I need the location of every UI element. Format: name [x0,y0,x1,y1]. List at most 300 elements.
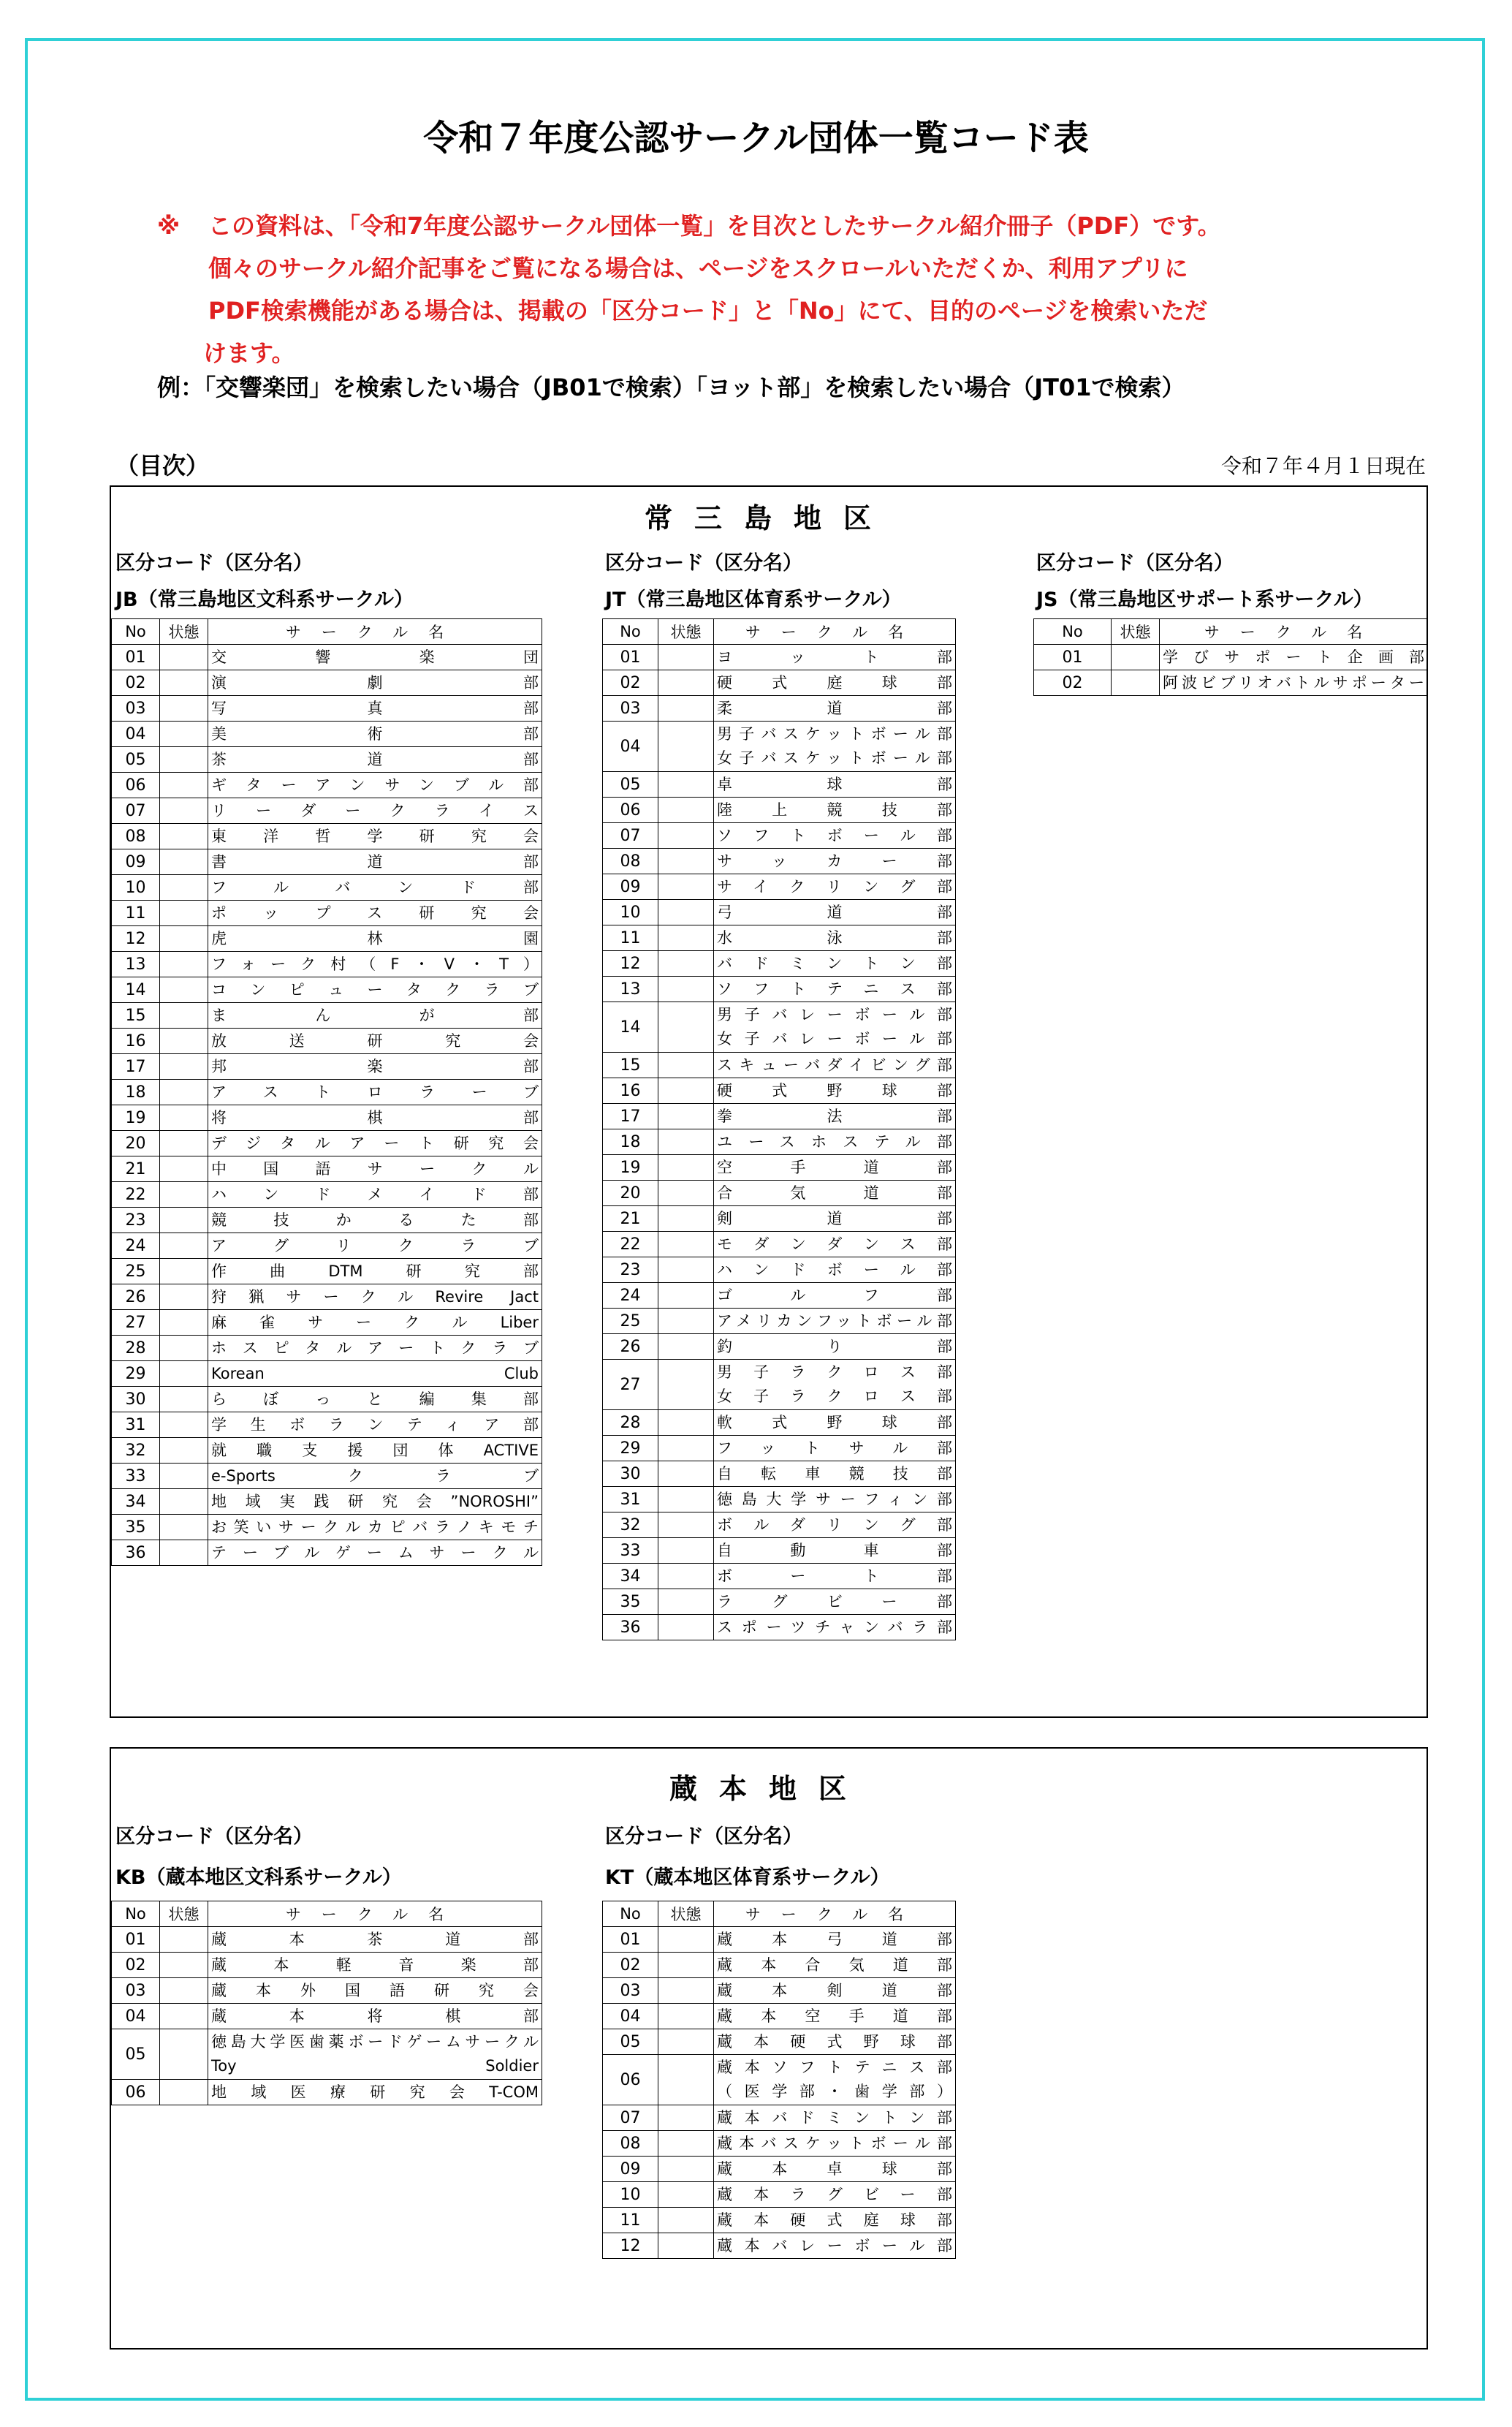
circle-name-line: お笑いサークルカピバラノキモチ [211,1518,539,1536]
row-status [658,874,714,900]
notice-line: PDF検索機能がある場合は、掲載の「区分コード」と「No」にて、目的のページを検索いただ [208,297,1208,325]
row-no: 14 [603,1002,658,1053]
table-row [603,1104,956,1129]
circle-name-line: 蔵本茶道部 [211,1930,539,1948]
row-no: 11 [112,901,160,926]
row-circle-name [714,1953,956,1978]
row-no: 06 [603,2055,658,2105]
row-circle-name [208,901,542,926]
circle-name-line: モダンダンス部 [717,1235,952,1253]
row-circle-name [714,2131,956,2157]
row-status [160,1259,208,1284]
row-status [160,1054,208,1080]
row-no: 03 [603,696,658,722]
table-row [603,2157,956,2182]
row-status [658,1232,714,1257]
row-status [658,1181,714,1206]
circle-name-line: 麻雀サークルLiber [211,1313,539,1331]
row-status [658,1334,714,1360]
circle-name-line: 競技かるた部 [211,1211,539,1229]
row-circle-name [208,1540,542,1566]
row-circle-name [714,1155,956,1181]
table-row [112,645,542,670]
row-status [160,1029,208,1054]
row-status [160,1540,208,1566]
table-row [112,1310,542,1336]
circle-name-line: 自動車部 [717,1541,952,1559]
row-status [658,1257,714,1283]
row-no: 27 [112,1310,160,1336]
row-status [160,1361,208,1387]
table-row [603,2055,956,2105]
circle-name-line: 地域医療研究会T-COM [211,2083,539,2101]
row-no: 04 [603,722,658,772]
circle-name-line: 蔵本将棋部 [211,2007,539,2025]
row-status [1112,645,1160,670]
table-row [603,951,956,977]
row-status [658,1410,714,1436]
no-header: No [112,1901,160,1927]
table-row [603,1589,956,1615]
table-row [112,1208,542,1233]
row-no: 29 [603,1436,658,1461]
table-row [603,1512,956,1538]
circle-name-line: スキューバダイビング部 [717,1056,952,1074]
row-no: 05 [603,772,658,798]
row-status [160,926,208,952]
row-status [658,1487,714,1512]
row-circle-name [714,722,956,772]
circle-name-line: ソフトボール部 [717,826,952,844]
circle-name-line: ゴルフ部 [717,1286,952,1304]
notice-mark: ※ [157,212,181,240]
circle-name-line: 拳法部 [717,1107,952,1125]
row-circle-name [208,1029,542,1054]
circle-name-line: 蔵本空手道部 [717,2007,952,2025]
row-no: 25 [603,1309,658,1334]
row-circle-name [208,1208,542,1233]
row-circle-name [714,1257,956,1283]
code-label: 区分コード（区分名） [605,1825,802,1848]
circle-name-line: ハンドボール部 [717,1260,952,1279]
row-status [160,2029,208,2080]
row-status [658,1615,714,1640]
circle-name-line: テーブルゲームサークル [211,1543,539,1561]
circle-name-line: ポップス研究会 [211,904,539,922]
row-circle-name [714,1927,956,1953]
row-no: 07 [603,2105,658,2131]
row-circle-name [208,722,542,747]
table-row [603,1615,956,1640]
circle-name-line: 合気道部 [717,1184,952,1202]
row-status [658,2131,714,2157]
row-no: 01 [1034,645,1112,670]
table-row [603,1953,956,1978]
status-header: 状態 [160,619,208,645]
row-no: 36 [603,1615,658,1640]
table-row [112,1080,542,1105]
table-row [1034,645,1428,670]
circle-name-line: 演劇部 [211,673,539,692]
row-no: 34 [603,1564,658,1589]
circle-name-line: 徳島大学サーフィン部 [717,1490,952,1508]
table-row [603,1232,956,1257]
table-row [112,1540,542,1566]
row-circle-name [208,1054,542,1080]
row-no: 10 [603,2182,658,2208]
row-no: 31 [603,1487,658,1512]
row-circle-name [208,1412,542,1438]
row-no: 07 [112,798,160,824]
table-header-row [603,619,956,645]
row-circle-name [714,2105,956,2131]
circle-name-line: 徳島大学医歯薬ボードゲームサークル [211,2033,539,2051]
row-circle-name [208,1978,542,2004]
circle-name-line: スポーツチャンバラ部 [717,1618,952,1636]
row-status [658,1538,714,1564]
circle-name-line: 女子バレーボール部 [717,1030,952,1048]
circle-table-kt [602,1901,956,2259]
row-status [160,1208,208,1233]
circle-name-line: 学びサポート企画部 [1163,648,1424,666]
row-circle-name [208,824,542,849]
table-row [603,1410,956,1436]
row-circle-name [714,2029,956,2055]
row-status [658,722,714,772]
row-circle-name [208,696,542,722]
row-status [658,1053,714,1078]
table-row [112,1438,542,1464]
row-circle-name [1160,645,1428,670]
table-row [603,1002,956,1053]
row-no: 10 [112,875,160,901]
circle-name-line: 水泳部 [717,928,952,947]
table-row [603,1309,956,1334]
row-circle-name [208,1105,542,1131]
row-status [160,773,208,798]
row-no: 09 [603,874,658,900]
row-circle-name [208,1131,542,1156]
row-circle-name [208,1233,542,1259]
row-status [658,1129,714,1155]
as-of-date: 令和７年４月１日現在 [1220,454,1426,478]
table-row [603,1978,956,2004]
row-no: 15 [112,1003,160,1029]
table-row [603,722,956,772]
row-no: 15 [603,1053,658,1078]
row-no: 04 [112,2004,160,2029]
row-no: 13 [603,977,658,1002]
row-no: 25 [112,1259,160,1284]
row-circle-name [714,925,956,951]
row-circle-name [714,1283,956,1309]
row-circle-name [714,1436,956,1461]
circle-name-line: 弓道部 [717,903,952,921]
circle-name-line: コンピュータクラブ [211,980,539,999]
row-no: 06 [112,2080,160,2105]
row-no: 18 [603,1129,658,1155]
row-no: 11 [603,925,658,951]
row-no: 18 [112,1080,160,1105]
circle-name-line: アグリクラブ [211,1236,539,1254]
table-row [112,696,542,722]
row-status [658,2157,714,2182]
circle-name-line: ヨット部 [717,648,952,666]
circle-name-line: リーダークライス [211,801,539,819]
table-row [112,1953,542,1978]
circle-name-line: ボルダリング部 [717,1515,952,1534]
circle-name-line: ギターアンサンブル部 [211,776,539,794]
row-circle-name [714,1053,956,1078]
row-status [658,1927,714,1953]
circle-name-line: 阿波ビブリオバトルサポーター [1163,673,1424,692]
row-no: 12 [112,926,160,952]
row-status [658,1104,714,1129]
circle-name-line: 自転車競技部 [717,1464,952,1483]
table-row [112,875,542,901]
row-circle-name [714,1512,956,1538]
row-status [160,1284,208,1310]
circle-name-line: 蔵本剣道部 [717,1981,952,1999]
row-circle-name [208,1953,542,1978]
circle-name-line: 学生ボランティア部 [211,1415,539,1434]
table-row [603,670,956,696]
row-no: 10 [603,900,658,925]
row-circle-name [714,696,956,722]
row-circle-name [208,1156,542,1182]
circle-name-line: 虎林園 [211,929,539,947]
circle-name-line: Korean Club [211,1364,539,1382]
table-row [603,1053,956,1078]
category-code: JB（常三島地区文科系サークル） [115,588,414,611]
table-header-row [603,1901,956,1927]
page-title: 令和７年度公認サークル団体一覧コード表 [423,118,1089,159]
row-circle-name [208,875,542,901]
circle-name-line: 写真部 [211,699,539,717]
row-no: 05 [112,2029,160,2080]
row-circle-name [714,2208,956,2233]
circle-name-line: ボート部 [717,1567,952,1585]
table-row [112,977,542,1003]
table-row [112,747,542,773]
no-header: No [603,619,658,645]
table-row [112,824,542,849]
status-header: 状態 [658,1901,714,1927]
row-circle-name [208,977,542,1003]
row-status [160,1412,208,1438]
row-no: 01 [112,645,160,670]
row-circle-name [208,747,542,773]
row-circle-name [714,900,956,925]
row-no: 03 [112,696,160,722]
table-row [603,1334,956,1360]
row-status [658,772,714,798]
circle-name-line: 東洋哲学研究会 [211,827,539,845]
table-row [603,645,956,670]
circle-name-line: 邦楽部 [211,1057,539,1075]
row-status [1112,670,1160,696]
circle-name-line: 男子ラクロス部 [717,1363,952,1381]
row-circle-name [714,1487,956,1512]
row-status [160,2080,208,2105]
no-header: No [112,619,160,645]
table-row [603,2004,956,2029]
row-no: 17 [603,1104,658,1129]
notice-line: けます。 [203,339,295,367]
row-status [160,696,208,722]
circle-name-line: 蔵本合気道部 [717,1955,952,1974]
circle-name-line: 硬式野球部 [717,1081,952,1099]
row-no: 26 [112,1284,160,1310]
row-circle-name [714,1461,956,1487]
row-status [658,2233,714,2259]
circle-name-line: 蔵本ラグビー部 [717,2185,952,2203]
circle-name-line: （医学部・歯学部） [717,2083,952,2100]
row-circle-name [714,1360,956,1410]
table-row [112,1131,542,1156]
circle-name-line: ハンドメイド部 [211,1185,539,1203]
table-row [112,1361,542,1387]
circle-name-line: 蔵本外国語研究会 [211,1981,539,1999]
status-header: 状態 [1112,619,1160,645]
circle-name-line: 蔵本ソフトテニス部 [717,2059,952,2076]
name-header: サークル名 [208,1901,542,1927]
table-row [112,722,542,747]
circle-name-line: フォーク村（F・V・T） [211,955,539,973]
code-label: 区分コード（区分名） [115,1825,313,1848]
row-circle-name [714,1978,956,2004]
code-label: 区分コード（区分名） [1036,552,1234,575]
row-no: 36 [112,1540,160,1566]
row-status [658,645,714,670]
table-row [112,849,542,875]
circle-table-jb [111,618,542,1566]
row-circle-name [714,977,956,1002]
table-row [603,2182,956,2208]
row-status [160,747,208,773]
row-circle-name [714,1334,956,1360]
row-no: 23 [112,1208,160,1233]
row-no: 24 [112,1233,160,1259]
row-circle-name [208,798,542,824]
search-example: 例：「交響楽団」を検索したい場合（JB01で検索）「ヨット部」を検索したい場合（JT01で検索） [157,374,1185,401]
circle-name-line: 剣道部 [717,1209,952,1227]
row-status [160,1131,208,1156]
status-header: 状態 [658,619,714,645]
circle-name-line: e-Sportsクラブ [211,1466,539,1485]
row-circle-name [208,1387,542,1412]
row-status [160,1927,208,1953]
row-no: 28 [112,1336,160,1361]
row-no: 02 [112,1953,160,1978]
circle-name-line: 蔵本バレーボール部 [717,2236,952,2254]
circle-name-line: アストロラーブ [211,1083,539,1101]
circle-name-line: 男子バスケットボール部 [717,725,952,743]
toc-label: （目次） [115,452,210,480]
row-circle-name [208,1003,542,1029]
table-row [112,1182,542,1208]
row-no: 13 [112,952,160,977]
table-row [603,1360,956,1410]
row-circle-name [208,1310,542,1336]
row-status [160,1182,208,1208]
name-header: サークル名 [714,1901,956,1927]
circle-name-line: 陸上競技部 [717,800,952,819]
row-no: 11 [603,2208,658,2233]
table-row [112,1464,542,1489]
circle-name-line: 茶道部 [211,750,539,768]
table-row [112,670,542,696]
circle-name-line: 卓球部 [717,775,952,793]
row-circle-name [208,1489,542,1515]
row-status [160,722,208,747]
row-no: 28 [603,1410,658,1436]
table-row [112,2029,542,2080]
row-status [658,1589,714,1615]
row-no: 30 [603,1461,658,1487]
table-row [603,1538,956,1564]
category-code: KB（蔵本地区文科系サークル） [115,1866,402,1889]
row-circle-name [1160,670,1428,696]
row-status [160,1978,208,2004]
row-no: 20 [603,1181,658,1206]
circle-name-line: 蔵本バドミントン部 [717,2108,952,2127]
row-circle-name [714,2004,956,2029]
table-row [112,1515,542,1540]
circle-name-line: Toy Soldier [211,2057,539,2075]
row-circle-name [208,1361,542,1387]
row-no: 21 [603,1206,658,1232]
circle-name-line: 交響楽団 [211,648,539,666]
circle-name-line: 蔵本卓球部 [717,2159,952,2178]
table-row [112,1412,542,1438]
circle-table-js [1033,618,1428,696]
circle-name-line: 女子バスケットボール部 [717,749,952,767]
circle-name-line: 女子ラクロス部 [717,1387,952,1405]
row-no: 35 [603,1589,658,1615]
row-no: 32 [603,1512,658,1538]
row-no: 27 [603,1360,658,1410]
row-no: 09 [112,849,160,875]
row-status [658,1436,714,1461]
row-circle-name [714,772,956,798]
row-no: 02 [603,670,658,696]
table-row [603,1564,956,1589]
row-status [658,2055,714,2105]
table-row [112,901,542,926]
row-status [160,645,208,670]
row-status [658,798,714,823]
table-row [603,798,956,823]
row-circle-name [208,926,542,952]
row-no: 01 [603,1927,658,1953]
circle-name-line: らぼっと編集部 [211,1390,539,1408]
row-no: 19 [112,1105,160,1131]
row-status [658,1512,714,1538]
circle-name-line: 柔道部 [717,699,952,717]
row-status [658,1978,714,2004]
table-row [603,2131,956,2157]
circle-name-line: 就職支援団体ACTIVE [211,1441,539,1459]
row-status [658,823,714,849]
row-status [160,952,208,977]
circle-name-line: 硬式庭球部 [717,673,952,692]
table-row [603,1181,956,1206]
row-circle-name [208,1336,542,1361]
row-status [658,1206,714,1232]
table-row [603,1487,956,1512]
category-code: JT（常三島地区体育系サークル） [605,588,902,611]
